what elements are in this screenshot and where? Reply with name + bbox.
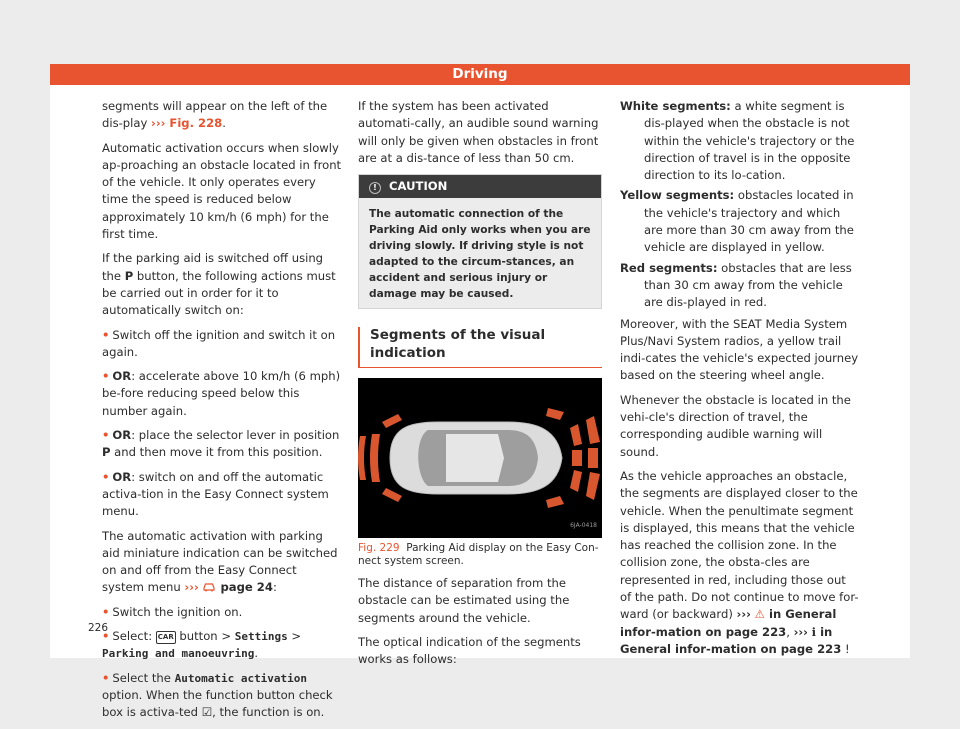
figure-caption: Fig. 229 Parking Aid display on the Easy Con-nect system screen.: [358, 542, 599, 568]
paragraph: Moreover, with the SEAT Media System Plus/Navi System radios, a yellow trail indi-cates the vehicle's expected journey based on the steering wheel angle.: [620, 316, 859, 383]
bullet-item: • Select the Automatic activation option. When the function button check box is activa-ted ☑, the function is on.: [102, 670, 333, 720]
definition-red: Red segments: obstacles that are less than 30 cm away from the vehicle are dis-played in red.: [620, 260, 852, 310]
car-settings-icon: [202, 581, 216, 592]
warning-icon: ⚠: [754, 607, 765, 622]
caution-icon: !: [369, 182, 381, 194]
car-button-icon: CAR: [156, 631, 176, 644]
definition-white: White segments: a white segment is dis-played when the obstacle is not within the vehicle's trajectory or the direction of travel is in the opposite direction to its lo-cation.: [620, 99, 855, 183]
column-middle: [358, 98, 602, 676]
paragraph: Whenever the obstacle is located in the vehi-cle's direction of travel, the corresponding audible warning will sound.: [620, 392, 851, 459]
parking-button-icon: P: [124, 268, 134, 283]
link-arrow[interactable]: ›››: [736, 607, 751, 622]
paragraph: If the parking aid is switched off using the P button, the following actions must be carried out in order for it to automatically switch on:: [102, 251, 336, 318]
paragraph: As the vehicle approaches an obstacle, the segments are displayed closer to the vehicle. When the penultimate segment is displayed, this means that the vehicle has reached the collision zone. In the collision zone, the obsta-cles are represented in red, including those out of the path. Do not continue to move for-ward (or backward) ››› ⚠ in General infor-mation on page 223, ››› ℹ in General infor-mation on page 223 !: [620, 468, 859, 656]
figure-code: 6JA-0418: [570, 521, 597, 529]
paragraph: The optical indication of the segments works as follows:: [358, 634, 581, 667]
section-title: Segments of the visual indication: [358, 327, 602, 368]
paragraph: If the system has been activated automati-cally, an audible sound warning will only be given when obstacles in front are at a dis-tance of less than 50 cm.: [358, 99, 599, 165]
link-arrow[interactable]: ›››: [793, 624, 808, 639]
column-left: [102, 98, 342, 729]
paragraph: Automatic activation occurs when slowly ap-proaching an obstacle located in front of the vehicle. It only operates every time the speed is reduced below approximately 10 km/h (6 mph) for the first time.: [102, 140, 342, 242]
bullet-item: • OR: accelerate above 10 km/h (6 mph) be-fore reducing speed below this number again.: [102, 369, 341, 418]
caution-box: [358, 174, 602, 309]
cross-reference-link[interactable]: in General infor-mation on page 223: [620, 607, 837, 639]
bullet-item: • OR: place the selector lever in position P and then move it from this position.: [102, 428, 340, 460]
page-link-arrow[interactable]: ›››: [184, 580, 199, 595]
caution-header: ! CAUTION: [359, 175, 601, 198]
figure-link[interactable]: ››› Fig. 228: [151, 116, 223, 131]
page-number: 226: [88, 622, 109, 634]
page-link[interactable]: page 24: [216, 580, 273, 595]
paragraph: The automatic activation with parking aid miniature indication can be switched on and off from the Easy Connect system menu ››› page 24:: [102, 528, 338, 595]
cross-reference-link[interactable]: in General infor-mation on page 223: [620, 624, 842, 656]
paragraph: segments will appear on the left of the dis-play ››› Fig. 228.: [102, 99, 328, 131]
bullet-item: • Switch off the ignition and switch it on again.: [102, 327, 336, 359]
column-right: [620, 98, 860, 665]
segment-definitions: [620, 98, 860, 312]
checkbox-icon: ☑: [201, 705, 213, 720]
definition-yellow: Yellow segments: obstacles located in the vehicle's trajectory and which are more than 30 cm away from the vehicle are displayed in yellow.: [620, 188, 854, 255]
section-header: Driving: [50, 64, 910, 85]
front-segment: [572, 450, 582, 466]
caution-text: The automatic connection of the Parking Aid only works when you are driving slowly. If driving style is not adapted to the circum-stances, an accident and serious injury or damage may be caused.: [369, 208, 591, 301]
front-segment: [588, 448, 598, 468]
info-icon: ℹ: [811, 624, 817, 639]
parking-aid-illustration: [358, 378, 602, 538]
paragraph: The distance of separation from the obstacle can be estimated using the segments around the vehicle.: [358, 576, 570, 625]
bullet-item: • OR: switch on and off the automatic activa-tion in the Easy Connect system menu.: [102, 469, 329, 519]
parking-aid-figure: [358, 378, 602, 538]
bullet-item: • Select: CAR button > Settings > Parking and manoeuvring.: [102, 629, 302, 661]
bullet-item: • Switch the ignition on.: [102, 604, 243, 619]
